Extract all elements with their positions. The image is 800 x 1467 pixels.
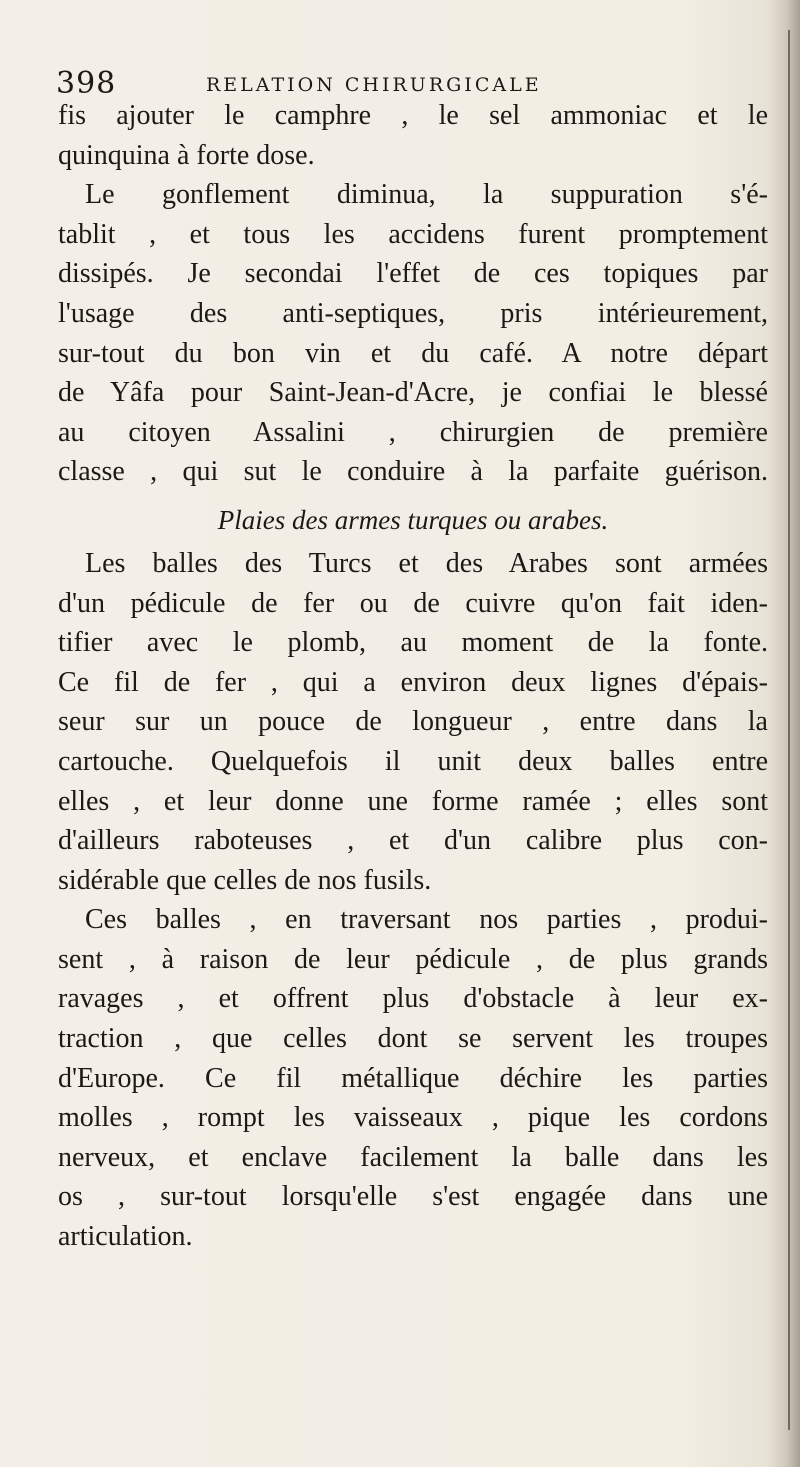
running-title: RELATION CHIRURGICALE (206, 74, 542, 96)
text-line: d'Europe. Ce fil métallique déchire les parties (58, 1062, 768, 1094)
text-line: tablit , et tous les accidens furent promptement (58, 218, 768, 250)
text-line: sent , à raison de leur pédicule , de plus grands (58, 943, 768, 975)
text-line: cartouche. Quelquefois il unit deux balles entre (58, 745, 768, 777)
text-line: traction , que celles dont se servent les troupes (58, 1023, 768, 1055)
text-line: de Yâfa pour Saint-Jean-d'Acre, je confiai le blessé (58, 377, 768, 409)
text-line: sur-tout du bon vin et du café. A notre départ (58, 337, 768, 369)
text-line: quinquina à forte dose. (58, 139, 315, 171)
page-edge-line (788, 30, 790, 1430)
text-line: seur sur un pouce de longueur , entre dans la (58, 706, 768, 738)
page-edge-shadow (768, 0, 800, 1467)
text-line: Les balles des Turcs et des Arabes sont armées (85, 547, 768, 579)
page-number: 398 (56, 66, 117, 101)
text-line: Ce fil de fer , qui a environ deux lignes d'épais- (58, 666, 768, 698)
text-line: classe , qui sut le conduire à la parfaite guérison. (58, 456, 768, 488)
text-line: Ces balles , en traversant nos parties , produi- (85, 904, 768, 936)
text-line: dissipés. Je secondai l'effet de ces topiques par (58, 258, 768, 290)
text-line: tifier avec le plomb, au moment de la fonte. (58, 627, 768, 659)
text-line: au citoyen Assalini , chirurgien de première (58, 416, 768, 448)
text-line: Le gonflement diminua, la suppuration s'é- (85, 179, 768, 211)
text-line: d'un pédicule de fer ou de cuivre qu'on fait iden- (58, 587, 768, 619)
text-line: nerveux, et enclave facilement la balle dans les (58, 1141, 768, 1173)
text-line: d'ailleurs raboteuses , et d'un calibre plus con- (58, 825, 768, 857)
text-line: molles , rompt les vaisseaux , pique les cordons (58, 1102, 768, 1134)
body-text (58, 96, 768, 1257)
text-line: fis ajouter le camphre , le sel ammoniac et le (58, 100, 768, 131)
text-line: ravages , et offrent plus d'obstacle à leur ex- (58, 983, 768, 1015)
text-line: l'usage des anti-septiques, pris intérieurement, (58, 297, 768, 329)
text-line: sidérable que celles de nos fusils. (58, 864, 432, 896)
text-line: articulation. (58, 1221, 193, 1253)
section-heading: Plaies des armes turques ou arabes. (217, 504, 609, 535)
text-line: os , sur-tout lorsqu'elle s'est engagée dans une (58, 1181, 768, 1213)
text-line: elles , et leur donne une forme ramée ; elles sont (58, 785, 768, 817)
